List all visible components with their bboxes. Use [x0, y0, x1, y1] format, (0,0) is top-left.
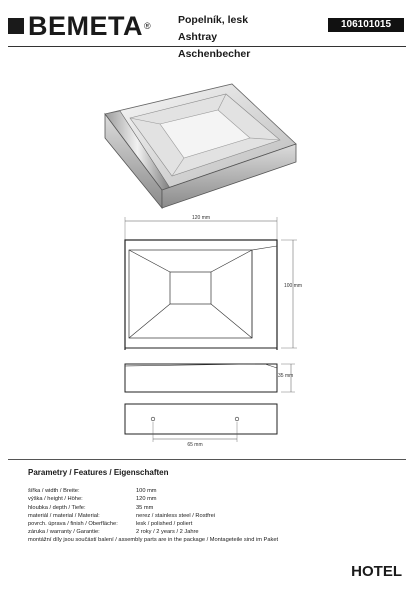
spec-value: 2 roky / 2 years / 2 Jahre [136, 529, 199, 536]
spec-value: 100 mm [136, 488, 157, 494]
product-title-cz: Popelník, lesk [178, 14, 249, 26]
spec-value: 35 mm [136, 504, 154, 511]
spec-label: materiál / material / Material: [28, 512, 100, 519]
brand-logo [8, 10, 168, 42]
logo-square-mark [8, 18, 24, 34]
spec-row-material [28, 512, 215, 520]
product-title-en: Ashtray [178, 31, 218, 43]
spec-row-height [28, 495, 215, 503]
assembly-note: montážní díly jsou součástí balení / assembly parts are in the package / Montageteile sind im Paket [28, 537, 279, 543]
registered-mark: ® [144, 21, 151, 31]
header-divider [8, 46, 406, 47]
spec-table [28, 487, 215, 537]
depth-label: 35 mm [278, 373, 294, 379]
brand-name: BEMETA [28, 10, 143, 41]
front-view-outline [125, 364, 277, 392]
spec-value: 120 mm [136, 496, 157, 503]
spec-row-depth [28, 504, 215, 512]
hole-spacing-label: 65 mm [187, 442, 203, 448]
mounting-hole-right [235, 417, 239, 421]
product-category: HOTEL [351, 563, 402, 580]
product-code: 106101015 [328, 18, 404, 32]
spec-value: lesk / polished / poliert [136, 521, 193, 528]
width-label: 120 mm [191, 215, 211, 221]
drawing-back-view [115, 402, 315, 450]
product-title-de: Aschenbecher [178, 48, 251, 60]
product-photo [100, 78, 300, 216]
spec-label: hloubka / depth / Tiefe: [28, 504, 86, 511]
height-label: 100 mm [284, 283, 303, 289]
drawing-top-view [115, 210, 315, 350]
top-view-outline [125, 240, 277, 350]
back-view-outline [125, 404, 277, 434]
mounting-hole-left [151, 417, 155, 421]
spec-label: záruka / warranty / Garantie: [28, 529, 100, 536]
spec-label: výška / height / Höhe: [28, 496, 83, 503]
spec-row-width [28, 487, 215, 495]
parameters-divider [8, 459, 406, 460]
spec-value: nerez / stainless steel / Rostfrei [136, 512, 216, 519]
drawing-front-view [115, 358, 315, 398]
product-titles [178, 12, 250, 63]
spec-row-finish [28, 520, 215, 528]
spec-label: povrch. úprava / finish / Oberfläche: [28, 521, 118, 528]
parameters-title: Parametry / Features / Eigenschaften [28, 468, 169, 477]
spec-row-warranty [28, 528, 215, 536]
spec-label: šířka / width / Breite: [28, 488, 80, 494]
